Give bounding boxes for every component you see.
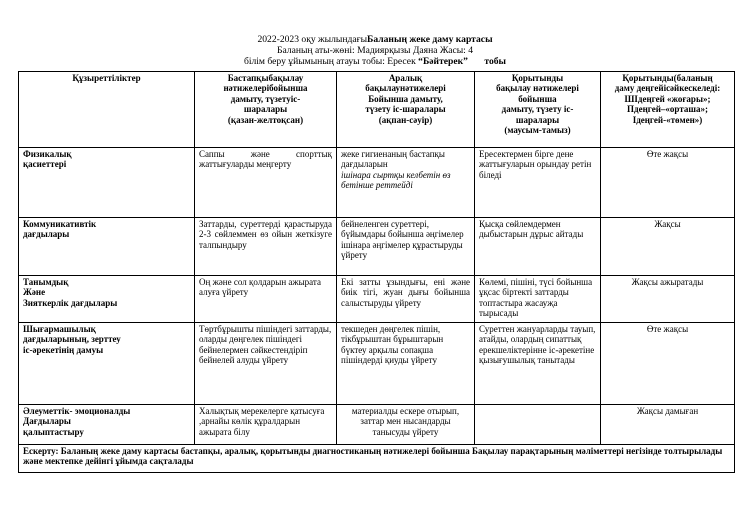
header-line: дамыту, түзету іс-: [501, 104, 574, 115]
table-row: [19, 218, 735, 276]
header-line: Бастапқыбақылау: [227, 73, 304, 83]
initial-cell: Халықтық мерекелерге қатысуға ,арнайы көлік құралдарын ажырата білу: [195, 405, 337, 445]
header-line: бақылау нәтижелері: [496, 83, 579, 94]
group-name: “Бәйтерек”: [418, 56, 468, 67]
result-cell: Өте жақсы: [601, 148, 735, 218]
header-line: нәтижелерібойынша: [223, 83, 308, 94]
competence-line: Коммуникативтік: [23, 219, 97, 229]
title-year: 2022-2023 оқу жылындағы: [257, 34, 368, 45]
header-line: Қорытынды(баланың: [622, 73, 713, 83]
final-cell: [475, 405, 601, 445]
result-cell: Жақсы: [601, 218, 735, 276]
table-row: [19, 405, 735, 445]
group-line-prefix: білім беру ұйымының атауы тобы: Ересек: [243, 56, 416, 67]
column-header-competence: [19, 72, 195, 148]
note-row: [19, 445, 735, 473]
header-line: (қазан-желтоқсан): [227, 114, 304, 125]
column-header-initial: [195, 72, 337, 148]
competence-cell: [19, 148, 195, 218]
final-cell: Суреттен жануарларды тауып, атайды, олардың сипаттық ерекшеліктерінне іс-әрекетіне қызығушылық танытады: [475, 323, 601, 405]
child-name-line: [0, 45, 750, 56]
mid-cell: Екі затты ұзындығы, ені және биік тігі, жуан дығы бойынша салыстыруды үйрету: [337, 276, 475, 323]
competence-line: Физикалық: [23, 149, 72, 159]
mid-cell: [337, 148, 475, 218]
header-line: Ідеңгей-«төмен»): [632, 114, 703, 125]
group-suffix: тобы: [484, 56, 507, 67]
column-header-result: [601, 72, 735, 148]
result-cell: Өте жақсы: [601, 323, 735, 405]
result-cell: Жақсы ажыратады: [601, 276, 735, 323]
competence-line: Әлеуметтік- эмоционалды: [23, 406, 131, 416]
column-header-final: [475, 72, 601, 148]
initial-cell: Саппы және спорттық жаттығуларды меңгерту: [195, 148, 337, 218]
competence-line: Зияткерлік дағдылары: [23, 297, 118, 308]
competence-cell: [19, 218, 195, 276]
competence-line: қалыптастыру: [23, 426, 84, 437]
result-cell: Жақсы дамыған: [601, 405, 735, 445]
initial-cell: Заттарды, суреттерді қарастыруда 2-3 сөйлеммен өз ойын жеткізуге талпындыру: [195, 218, 337, 276]
group-line: [0, 56, 750, 67]
child-name-value: Мадиярқызы Даяна Жасы: 4: [357, 45, 474, 56]
competence-line: Танымдық: [23, 277, 69, 287]
header-line: Бойынша дамыту,: [368, 93, 443, 104]
initial-cell: Төртбұрышты пішіндегі заттарды, оларды дөңгелек пішіндегі бейнелермен сәйкестендіріп бейнелей алуды үйрету: [195, 323, 337, 405]
competence-line: дағдыларының, зерттеу: [23, 334, 121, 345]
competence-line: Және: [23, 287, 46, 298]
competence-line: іс-әрекетінің дамуы: [23, 344, 104, 355]
mid-cell: бейнеленген суреттері, бүйымдары бойынша әңгімелер ішінара әңгімелер құрастыруды үйрету: [337, 218, 475, 276]
header-line: (ақпан-сәуір): [378, 114, 433, 125]
competence-line: Дағдылары: [23, 416, 71, 427]
header-line: түзету іс-шаралары: [365, 104, 446, 115]
header-line: (маусым-тамыз): [504, 125, 571, 136]
header-line: шаралары: [243, 104, 288, 115]
column-header-mid: [337, 72, 475, 148]
header-line: Аралық: [388, 73, 423, 83]
header-line: бақылаунәтижелері: [365, 83, 446, 94]
mid-cell: материалды ескере отырып, заттар мен нысандарды танысуды үйрету: [337, 405, 475, 445]
title-bold: Баланың жеке даму картасы: [367, 34, 493, 45]
header-line: бойынша: [518, 93, 557, 104]
header-line: шаралары: [515, 114, 560, 125]
competence-line: дағдылары: [23, 229, 70, 240]
development-card-table: [18, 71, 735, 473]
header-line: Пдеңгей–«орташа»;: [627, 104, 708, 115]
note-cell: Ескерту: Баланың жеке даму картасы бастапқы, аралық, қорытынды диагностиканың нәтижелері бойынша Бақылау парақтарының мәліметтері негізінде толтырылады және мектепке дейінгі ұйымда сақталады: [19, 445, 735, 473]
competence-line: қасиеттері: [23, 159, 67, 170]
header-line: дамыту, түзетуіс-: [230, 93, 301, 104]
final-cell: Ересектермен бірге дене жаттығуларын орындау ретін біледі: [475, 148, 601, 218]
table-header-row: [19, 72, 735, 148]
mid-italic-text: ішінара сыртқы келбетін өз бетінше реттейді: [341, 169, 451, 191]
table-row: [19, 323, 735, 405]
final-cell: Көлемі, пішіні, түсі бойынша ұқсас біртекті заттарды топтастыра жасауҗа тырысады: [475, 276, 601, 323]
header-line: Құзыреттіліктер: [72, 73, 141, 83]
table-row: [19, 148, 735, 218]
competence-line: Шығармашылық: [23, 324, 96, 334]
initial-cell: Оң және сол қолдарын ажырата алуға үйрету: [195, 276, 337, 323]
competence-cell: [19, 323, 195, 405]
final-cell: Қысқа сөйлемдермен дыбыстарын дұрыс айтады: [475, 218, 601, 276]
child-name-label: Баланың аты-жөні:: [276, 45, 355, 56]
mid-cell: текшеден дөңгелек пішін, тікбұрыштан бұрыштарын бүктеу арқылы сопақша пішіндерді қиуды үйрету: [337, 323, 475, 405]
header-line: ШІдеңгей «жоғары»;: [624, 93, 711, 104]
mid-text: жеке гигиенаның бастапқы дағдыларын: [341, 149, 445, 170]
table-row: [19, 276, 735, 323]
document-title: [0, 34, 750, 45]
header-line: Қорытынды: [511, 73, 564, 83]
header-line: даму деңгейісәйкескеледі:: [614, 83, 721, 94]
competence-cell: [19, 405, 195, 445]
competence-cell: [19, 276, 195, 323]
